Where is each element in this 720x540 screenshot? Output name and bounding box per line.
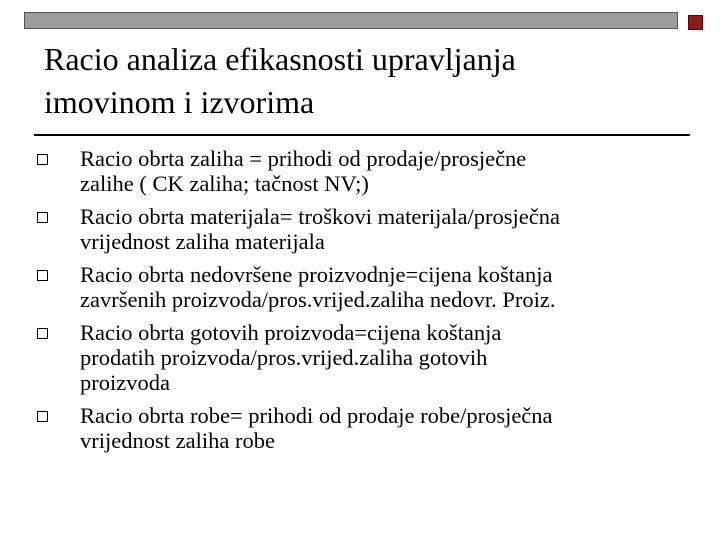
bullet-item	[0, 320, 720, 395]
bullet-text-line: vrijednost zaliha robe	[80, 428, 275, 453]
bullet-text-line: vrijednost zaliha materijala	[80, 229, 325, 254]
bullet-list	[0, 146, 720, 461]
bullet-item	[0, 204, 720, 254]
decorative-corner-square	[688, 15, 703, 30]
bullet-text-line: Racio obrta gotovih proizvoda=cijena koštanja	[80, 320, 502, 345]
bullet-text-line: Racio obrta robe= prihodi od prodaje robe/prosječna	[80, 403, 553, 428]
slide-title	[44, 38, 684, 124]
bullet-text-line: Racio obrta materijala= troškovi materijala/prosječna	[80, 204, 561, 229]
bullet-text-line: Racio obrta nedovršene proizvodnje=cijena koštanja	[80, 262, 553, 287]
hollow-square-bullet-icon	[37, 270, 48, 281]
bullet-text-line: prodatih proizvoda/pros.vrijed.zaliha gotovih	[80, 345, 488, 370]
slide-title-line: imovinom i izvorima	[44, 84, 315, 120]
hollow-square-bullet-icon	[37, 411, 48, 422]
hollow-square-bullet-icon	[37, 328, 48, 339]
hollow-square-bullet-icon	[37, 212, 48, 223]
slide-title-line: Racio analiza efikasnosti upravljanja	[44, 41, 516, 77]
bullet-text-line: završenih proizvoda/pros.vrijed.zaliha nedovr. Proiz.	[80, 287, 556, 312]
hollow-square-bullet-icon	[37, 154, 48, 165]
bullet-item	[0, 403, 720, 453]
title-divider	[34, 134, 690, 136]
bullet-item	[0, 146, 720, 196]
bullet-text-line: Racio obrta zaliha = prihodi od prodaje/prosječne	[80, 146, 527, 171]
decorative-top-bar	[24, 12, 678, 29]
bullet-text-line: proizvoda	[80, 370, 170, 395]
bullet-text-line: zalihe ( CK zaliha; tačnost NV;)	[80, 171, 369, 196]
bullet-item	[0, 262, 720, 312]
